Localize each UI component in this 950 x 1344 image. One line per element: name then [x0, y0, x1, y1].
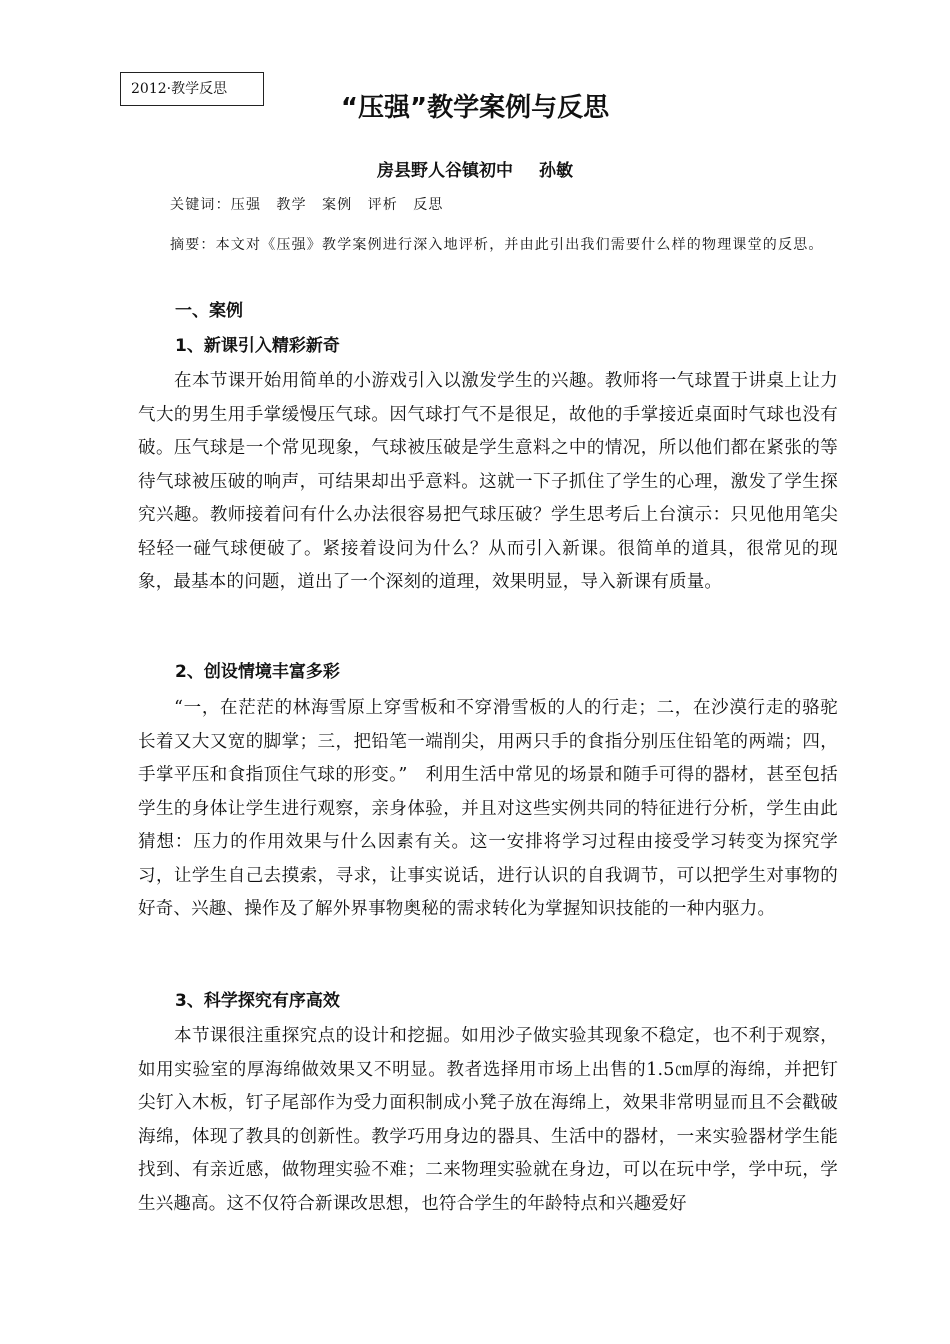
section-heading-case: 一、案例	[175, 301, 243, 321]
subheading-inquiry: 3、科学探究有序高效	[175, 991, 340, 1011]
article-title: “压强”教学案例与反思	[340, 93, 610, 123]
paragraph-inquiry: 本节课很注重探究点的设计和挖掘。如用沙子做实验其现象不稳定，也不利于观察，如用实验室的厚海绵做效果又不明显。教者选择用市场上出售的1.5㎝厚的海绵，并把钉尖钉入木板，钉子尾部作为受力面积制成小凳子放在海绵上，效果非常明显而且不会戳破海绵，体现了教具的创新性。教学巧用身边的器具、生活中的器材，一来实验器材学生能找到、有亲近感，做物理实验不难；二来物理实验就在身边，可以在玩中学，学中玩，学生兴趣高。这不仅符合新课改思想，也符合学生的年龄特点和兴趣爱好	[138, 1026, 838, 1214]
subheading-intro: 1、新课引入精彩新奇	[175, 336, 340, 356]
paragraph-scenarios: “一，在茫茫的林海雪原上穿雪板和不穿滑雪板的人的行走；二，在沙漠行走的骆驼长着又大又宽的脚掌；三，把铅笔一端削尖，用两只手的食指分别压住铅笔的两端；四，手掌平压和食指顶住气球的形变。” 利用生活中常见的场景和随手可得的器材，甚至包括学生的身体让学生进行观察，亲身体验，并且对这些实例共同的特征进行分析，学生由此猜想：压力的作用效果与什么因素有关。这一安排将学习过程由接受学习转变为探究学习，让学生自己去摸索，寻求，让事实说话，进行认识的自我调节，可以把学生对事物的好奇、兴趣、操作及了解外界事物奥秘的需求转化为掌握知识技能的一种内驱力。	[138, 698, 838, 919]
keywords-line: 关键词：压强 教学 案例 评析 反思	[170, 197, 444, 213]
author-line	[0, 158, 950, 184]
author-name: 孙敏	[539, 161, 573, 181]
paragraph-intro: 在本节课开始用简单的小游戏引入以激发学生的兴趣。教师将一气球置于讲桌上让力气大的男生用手掌缓慢压气球。因气球打气不是很足，故他的手掌接近桌面时气球也没有破。压气球是一个常见现象，气球被压破是学生意料之中的情况，所以他们都在紧张的等待气球被压破的响声，可结果却出乎意料。这就一下子抓住了学生的心理，激发了学生探究兴趣。教师接着问有什么办法很容易把气球压破？学生思考后上台演示：只见他用笔尖轻轻一碰气球便破了。紧接着设问为什么？从而引入新课。很简单的道具，很常见的现象，最基本的问题，道出了一个深刻的道理，效果明显，导入新课有质量。	[138, 371, 838, 592]
category-tag-box: 2012·教学反思	[120, 72, 264, 106]
abstract-paragraph: 摘要：本文对《压强》教学案例进行深入地评析，并由此引出我们需要什么样的物理课堂的反思。	[170, 237, 824, 253]
subheading-scenarios: 2、创设情境丰富多彩	[175, 662, 340, 682]
author-school: 房县野人谷镇初中	[377, 161, 513, 181]
